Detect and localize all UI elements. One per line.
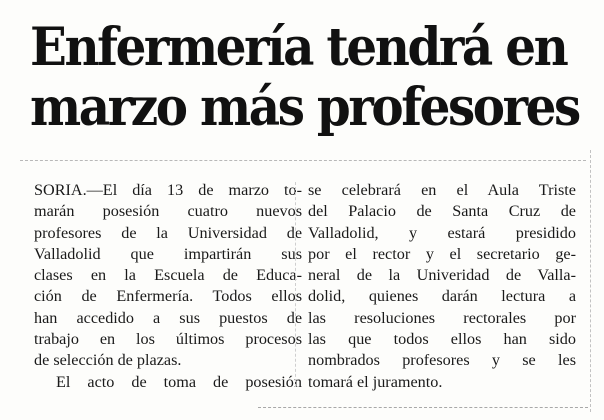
headline-line-1: Enfermería tendrá en bbox=[30, 17, 567, 78]
body-line: marán posesión cuatro nuevos bbox=[34, 202, 302, 221]
body-line: han accedido a sus puestos de bbox=[34, 308, 302, 327]
body-line: nombrados profesores y se les bbox=[308, 351, 576, 370]
column-divider bbox=[295, 182, 296, 387]
right-cut-edge bbox=[590, 150, 591, 412]
bottom-cut-edge bbox=[258, 407, 588, 408]
body-line: Valladolid, y estará presidido bbox=[308, 223, 576, 242]
body-line: por el rector y el secretario ge- bbox=[308, 244, 576, 263]
body-line: profesores de la Universidad de bbox=[34, 223, 302, 242]
headline-line-2: marzo más profesores bbox=[30, 77, 579, 138]
body-line: El acto de toma de posesión bbox=[56, 372, 302, 391]
article-column-right bbox=[308, 180, 576, 393]
body-line: Valladolid que impartirán sus bbox=[34, 244, 302, 263]
body-line: tomará el juramento. bbox=[308, 372, 443, 391]
body-line: se celebrará en el Aula Triste bbox=[308, 181, 576, 199]
article-column-left bbox=[34, 180, 302, 393]
body-line: las que todos ellos han sido bbox=[308, 330, 576, 349]
body-line: trabajo en los últimos procesos bbox=[34, 330, 302, 349]
body-line: neral de la Univeridad de Valla- bbox=[308, 266, 576, 285]
top-dashed-rule bbox=[20, 160, 586, 161]
body-line: ción de Enfermería. Todos ellos bbox=[34, 287, 302, 306]
body-line: SORIA.—El día 13 de marzo to- bbox=[34, 181, 302, 199]
body-line: de selección de plazas. bbox=[34, 351, 182, 370]
body-line: dolid, quienes darán lectura a bbox=[308, 287, 576, 306]
body-line: las resoluciones rectorales por bbox=[308, 308, 576, 327]
body-line: del Palacio de Santa Cruz de bbox=[308, 202, 576, 221]
body-line: clases en la Escuela de Educa- bbox=[34, 266, 302, 285]
headline bbox=[30, 17, 579, 138]
